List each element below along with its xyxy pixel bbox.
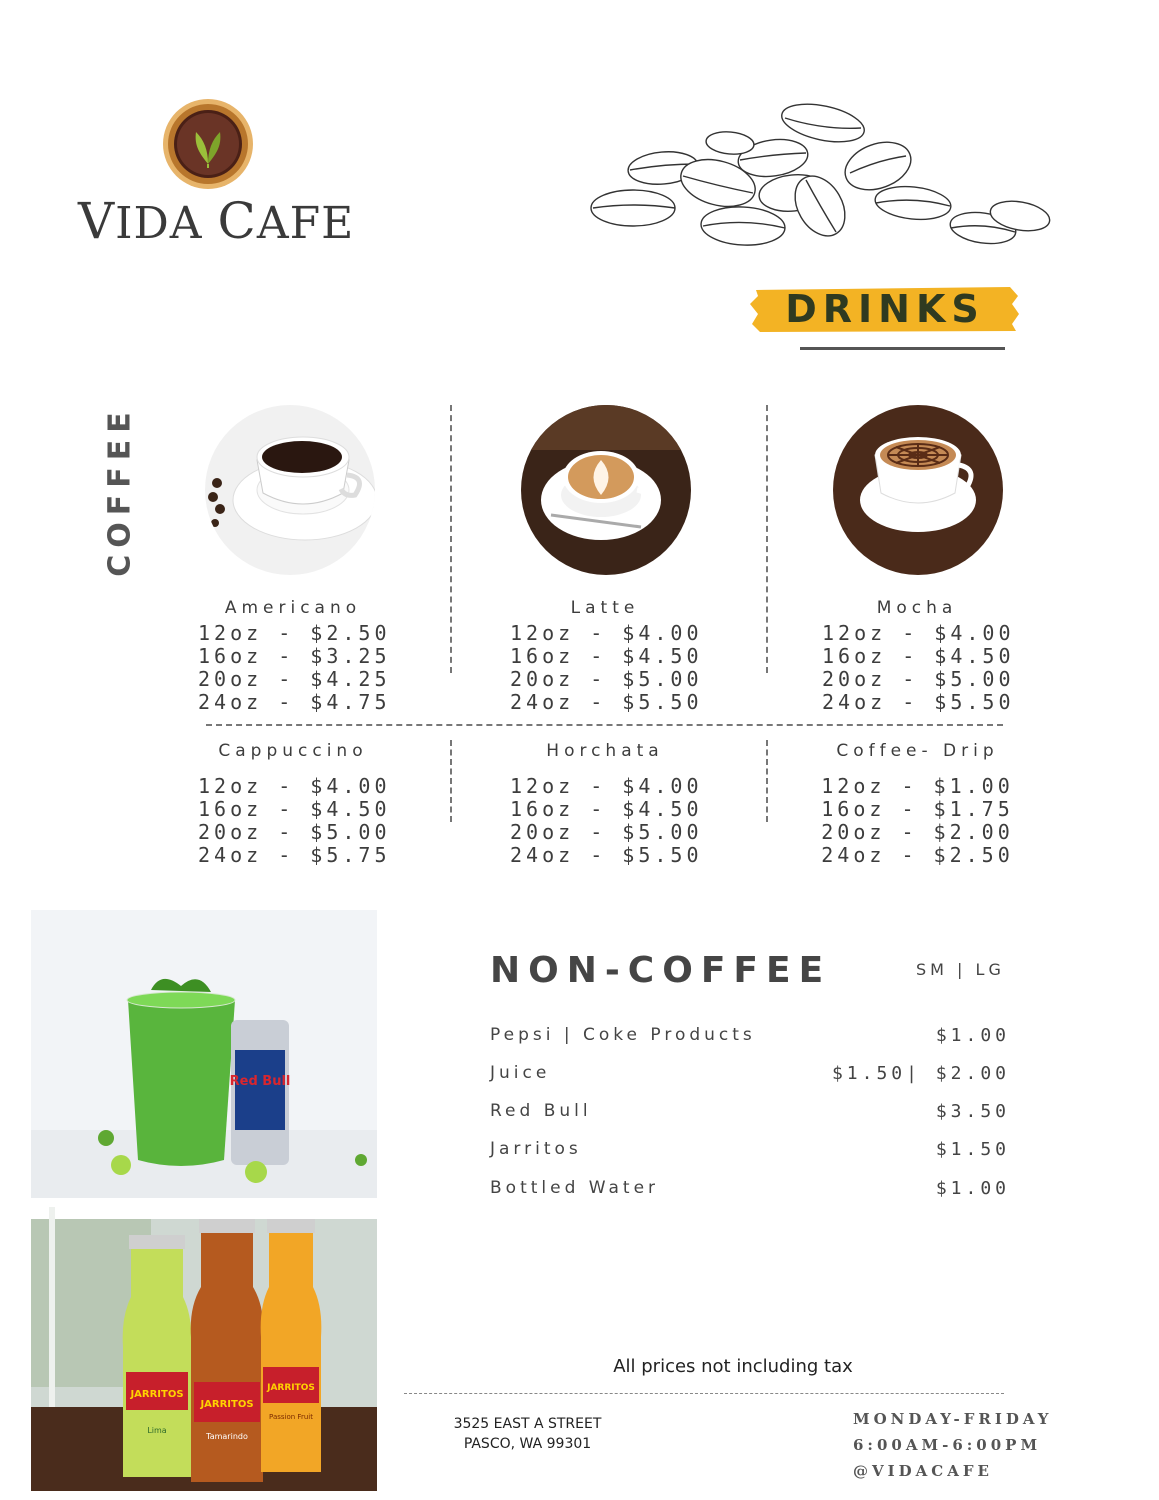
address-line-2: PASCO, WA 99301 bbox=[463, 1436, 592, 1452]
price-line: 12oz - $1.00 bbox=[821, 774, 1014, 798]
svg-text:JARRITOS: JARRITOS bbox=[130, 1389, 184, 1400]
social-handle: @VIDACAFE bbox=[853, 1462, 993, 1480]
hours-block bbox=[853, 1406, 1052, 1484]
price-line: 16oz - $4.50 bbox=[510, 644, 703, 668]
item-name: Coffee- Drip bbox=[836, 741, 999, 761]
americano-photo bbox=[205, 405, 375, 575]
item-price: $1.50 bbox=[935, 1139, 1010, 1160]
price-line: 12oz - $4.00 bbox=[822, 621, 1015, 645]
item-name: Latte bbox=[570, 598, 640, 618]
price-line: 20oz - $4.25 bbox=[198, 667, 391, 691]
item-price: $1.50| $2.00 bbox=[831, 1063, 1010, 1084]
price-line: 12oz - $4.00 bbox=[198, 774, 391, 798]
price-line: 16oz - $4.50 bbox=[510, 797, 703, 821]
price-line: 24oz - $2.50 bbox=[821, 843, 1014, 867]
price-line: 16oz - $3.25 bbox=[198, 644, 391, 668]
svg-text:JARRITOS: JARRITOS bbox=[267, 1383, 315, 1393]
brand-name: VIDA CAFE bbox=[78, 192, 355, 250]
price-line: 24oz - $5.50 bbox=[822, 690, 1015, 714]
item-price: $1.00 bbox=[935, 1178, 1010, 1199]
item-name: Cappuccino bbox=[218, 741, 368, 761]
svg-text:Red Bull: Red Bull bbox=[229, 1074, 291, 1089]
size-header: SM | LG bbox=[916, 960, 1005, 979]
latte-photo bbox=[521, 405, 691, 575]
item-name: Jarritos bbox=[490, 1139, 582, 1159]
non-coffee-row bbox=[490, 1139, 1010, 1169]
price-line: 20oz - $5.00 bbox=[822, 667, 1015, 691]
svg-text:Tamarindo: Tamarindo bbox=[206, 1432, 248, 1441]
svg-text:JARRITOS: JARRITOS bbox=[200, 1399, 254, 1410]
item-price: $1.00 bbox=[935, 1025, 1010, 1046]
price-line: 20oz - $5.00 bbox=[198, 820, 391, 844]
coffee-divider-2 bbox=[766, 405, 768, 673]
hours-time: 6:00AM-6:00PM bbox=[853, 1436, 1042, 1454]
svg-text:Lima: Lima bbox=[147, 1426, 167, 1435]
item-name: Pepsi | Coke Products bbox=[490, 1025, 756, 1045]
menu-item-mocha bbox=[822, 598, 1015, 714]
non-coffee-row bbox=[490, 1101, 1010, 1131]
non-coffee-row bbox=[490, 1178, 1010, 1208]
drinks-title: DRINKS bbox=[785, 287, 985, 331]
drinks-underline bbox=[800, 347, 1005, 350]
price-line: 24oz - $4.75 bbox=[198, 690, 391, 714]
price-line: 16oz - $1.75 bbox=[821, 797, 1014, 821]
coffee-beans-illustration bbox=[588, 98, 1058, 253]
price-line: 24oz - $5.50 bbox=[510, 690, 703, 714]
svg-text:Passion Fruit: Passion Fruit bbox=[269, 1413, 313, 1421]
address bbox=[430, 1414, 625, 1454]
price-line: 20oz - $5.00 bbox=[510, 820, 703, 844]
price-line: 20oz - $5.00 bbox=[510, 667, 703, 691]
coffee-divider-3 bbox=[450, 740, 452, 822]
non-coffee-title: NON-COFFEE bbox=[490, 950, 832, 991]
footer-divider bbox=[404, 1393, 1004, 1394]
price-line: 16oz - $4.50 bbox=[198, 797, 391, 821]
item-name: Juice bbox=[490, 1063, 551, 1083]
non-coffee-row bbox=[490, 1063, 1010, 1093]
item-name: Americano bbox=[224, 598, 362, 618]
price-line: 16oz - $4.50 bbox=[822, 644, 1015, 668]
price-line: 12oz - $4.00 bbox=[510, 621, 703, 645]
item-price: $3.50 bbox=[935, 1101, 1010, 1122]
menu-item-horchata bbox=[510, 741, 703, 867]
item-name: Mocha bbox=[876, 598, 958, 618]
coffee-divider-1 bbox=[450, 405, 452, 673]
menu-item-latte bbox=[510, 598, 703, 714]
mocha-photo bbox=[833, 405, 1003, 575]
item-name: Bottled Water bbox=[490, 1178, 660, 1198]
item-name: Horchata bbox=[546, 741, 664, 761]
price-line: 20oz - $2.00 bbox=[821, 820, 1014, 844]
tax-note: All prices not including tax bbox=[613, 1356, 853, 1377]
item-name: Red Bull bbox=[490, 1101, 592, 1121]
menu-item-americano bbox=[198, 598, 391, 714]
price-line: 12oz - $2.50 bbox=[198, 621, 391, 645]
price-line: 24oz - $5.75 bbox=[198, 843, 391, 867]
hours-days: MONDAY-FRIDAY bbox=[853, 1410, 1053, 1428]
green-drink-redbull-photo bbox=[31, 910, 377, 1198]
jarritos-bottles-photo bbox=[31, 1207, 377, 1491]
price-line: 24oz - $5.50 bbox=[510, 843, 703, 867]
coffee-divider-horizontal bbox=[206, 724, 1003, 726]
menu-item-cappuccino bbox=[198, 741, 391, 867]
non-coffee-row bbox=[490, 1025, 1010, 1055]
vida-cafe-logo-icon bbox=[162, 98, 254, 190]
menu-item-coffee-drip bbox=[810, 741, 1025, 867]
address-line-1: 3525 EAST A STREET bbox=[453, 1416, 602, 1432]
coffee-divider-4 bbox=[766, 740, 768, 822]
price-line: 12oz - $4.00 bbox=[510, 774, 703, 798]
coffee-section-label: COFFEE bbox=[102, 405, 137, 577]
